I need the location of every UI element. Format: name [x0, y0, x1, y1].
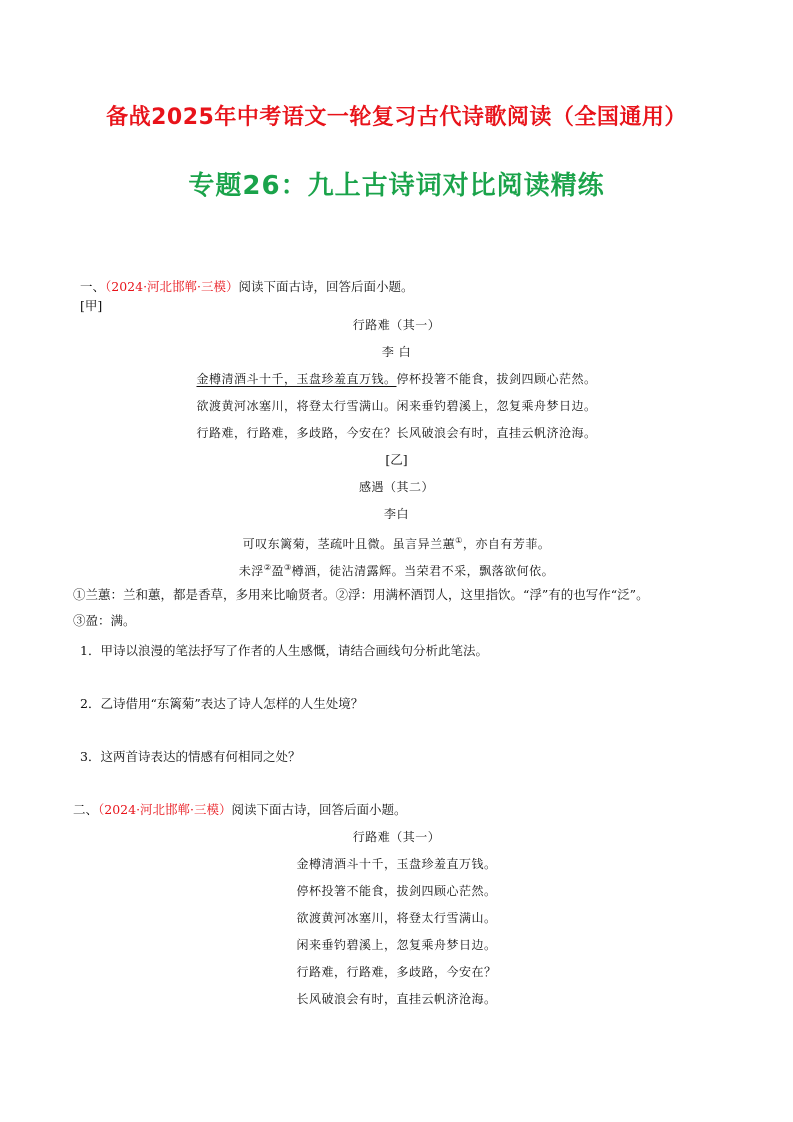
q1-instruction: 阅读下面古诗，回答后面小题。 — [238, 279, 414, 294]
poem-a-line-2: 欲渡黄河冰塞川，将登太行雪满山。闲来垂钓碧溪上，忽复乘舟梦日边。 — [196, 399, 597, 413]
poem-b-line-2-b: 盈 — [271, 564, 284, 578]
poem-b-line-2-c: 樽酒，徒沾清露辉。当荣君不采，飘落欲何依。 — [291, 564, 555, 578]
footnote-marker: ③ — [284, 563, 292, 572]
q1-source: （2024·河北邯郸·三模） — [105, 279, 239, 294]
footnote-2: ③盈：满。 — [73, 613, 136, 628]
footnote-marker: ① — [455, 536, 463, 545]
q2-instruction: 阅读下面古诗，回答后面小题。 — [231, 802, 407, 817]
document-subtitle: 专题26：九上古诗词对比阅读精练 — [188, 171, 605, 201]
footnote-1: ①兰蕙：兰和蕙，都是香草，多用来比喻贤者。②浮：用满杯酒罚人，这里指饮。“浮”有的也写作“泛”。 — [73, 587, 649, 602]
q2-heading — [73, 801, 407, 819]
q2-prefix: 二、 — [73, 802, 99, 817]
poem-a-title: 行路难（其一） — [352, 318, 441, 332]
q1-prefix: 一、 — [80, 279, 106, 294]
q2-poem-line: 行路难，行路难，多歧路，今安在？ — [296, 965, 497, 979]
question-3: 3．这两首诗表达的情感有何相同之处？ — [80, 749, 301, 764]
poem-a-line-1-rest: 停杯投箸不能食，拔剑四顾心茫然。 — [396, 372, 597, 386]
question-1: 1．甲诗以浪漫的笔法抒写了作者的人生感慨，请结合画线句分析此笔法。 — [80, 643, 488, 658]
q2-poem-title: 行路难（其一） — [352, 830, 441, 844]
poem-b-line-1 — [0, 532, 793, 553]
poem-a-line-3: 行路难，行路难，多歧路，今安在？长风破浪会有时，直挂云帆济沧海。 — [196, 426, 597, 440]
q2-poem-line: 闲来垂钓碧溪上，忽复乘舟梦日边。 — [296, 938, 497, 952]
poem-b-title: 感遇（其二） — [358, 480, 434, 494]
question-2: 2．乙诗借用“东篱菊”表达了诗人怎样的人生处境？ — [80, 696, 364, 711]
q2-source: （2024·河北邯郸·三模） — [98, 802, 232, 817]
poem-a-author: 李 白 — [381, 345, 412, 359]
q2-poem-line: 长风破浪会有时，直挂云帆济沧海。 — [296, 992, 497, 1006]
poem-b-line-2-a: 未浮 — [238, 564, 264, 578]
q1-part-b-label: [乙] — [385, 452, 408, 467]
poem-b-line-1-b: ，亦自有芳菲。 — [462, 537, 551, 551]
poem-b-line-2 — [0, 559, 793, 580]
poem-a-underlined-line: 金樽清酒斗十千，玉盘珍羞直万钱。 — [196, 372, 397, 386]
poem-a-line-1 — [0, 370, 793, 388]
q1-part-a-label: [甲] — [80, 298, 103, 313]
q2-poem-line: 欲渡黄河冰塞川，将登太行雪满山。 — [296, 911, 497, 925]
footnote-marker: ② — [263, 563, 272, 572]
q1-heading — [80, 278, 414, 296]
poem-b-author: 李白 — [383, 507, 409, 521]
q2-poem-line: 金樽清酒斗十千，玉盘珍羞直万钱。 — [296, 857, 497, 871]
document-title: 备战2025年中考语文一轮复习古代诗歌阅读（全国通用） — [106, 105, 687, 130]
poem-b-line-1-a: 可叹东篱菊，茎疏叶且微。虽言异兰蕙 — [242, 537, 456, 551]
q2-poem-line: 停杯投箸不能食，拔剑四顾心茫然。 — [296, 884, 497, 898]
